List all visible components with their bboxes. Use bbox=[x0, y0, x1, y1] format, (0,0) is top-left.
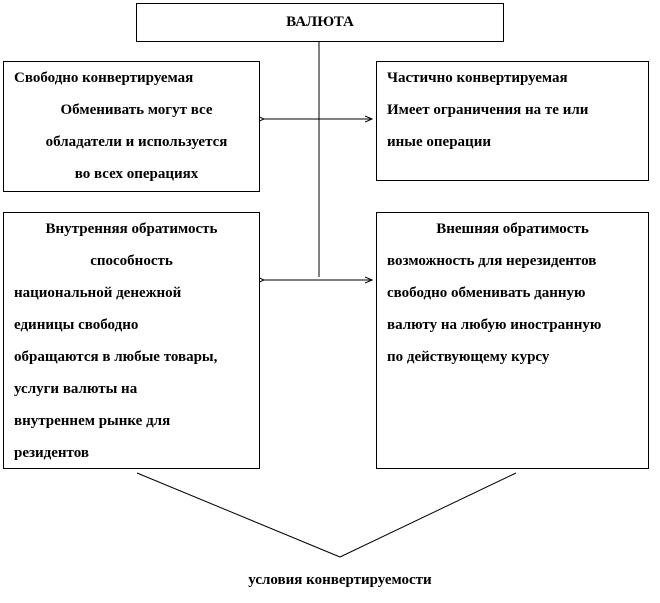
internal-reversibility-line-4: услуги валюты на bbox=[14, 381, 138, 397]
internal-reversibility-line-6: резидентов bbox=[14, 445, 89, 461]
bracket-right-line bbox=[340, 473, 516, 557]
internal-reversibility-heading-2: способность bbox=[90, 253, 173, 269]
partially-convertible-line-1: Имеет ограничения на те или bbox=[387, 102, 589, 118]
bracket-left-line bbox=[137, 473, 340, 557]
internal-reversibility-line-5: внутреннем рынке для bbox=[14, 413, 171, 429]
external-reversibility-line-2: свободно обменивать данную bbox=[387, 285, 586, 301]
partially-convertible-line-2: иные операции bbox=[387, 134, 491, 150]
internal-reversibility-line-1: национальной денежной bbox=[14, 285, 182, 301]
partially-convertible-box bbox=[376, 61, 649, 181]
free-convertible-heading: Свободно конвертируемая bbox=[14, 70, 194, 86]
partially-convertible-heading: Частично конвертируемая bbox=[387, 70, 568, 86]
external-reversibility-line-3: валюту на любую иностранную bbox=[387, 317, 602, 333]
currency-title: ВАЛЮТА bbox=[286, 14, 354, 30]
external-reversibility-heading: Внешняя обратимость bbox=[436, 221, 589, 237]
internal-reversibility-line-2: единицы свободно bbox=[14, 317, 139, 333]
free-convertible-line-2: обладатели и используется bbox=[45, 134, 228, 150]
internal-reversibility-line-3: обращаются в любые товары, bbox=[14, 349, 218, 365]
free-convertible-box bbox=[3, 61, 260, 192]
convertibility-conditions-label: условия конвертируемости bbox=[248, 572, 432, 588]
internal-reversibility-box bbox=[3, 212, 260, 469]
external-reversibility-line-1: возможность для нерезидентов bbox=[387, 253, 597, 269]
free-convertible-line-3: во всех операциях bbox=[74, 166, 199, 182]
internal-reversibility-heading-1: Внутренняя обратимость bbox=[45, 221, 218, 237]
free-convertible-line-1: Обменивать могут все bbox=[60, 102, 213, 118]
external-reversibility-box bbox=[376, 212, 649, 469]
currency-title-box bbox=[136, 3, 504, 42]
external-reversibility-line-4: по действующему курсу bbox=[387, 349, 550, 365]
